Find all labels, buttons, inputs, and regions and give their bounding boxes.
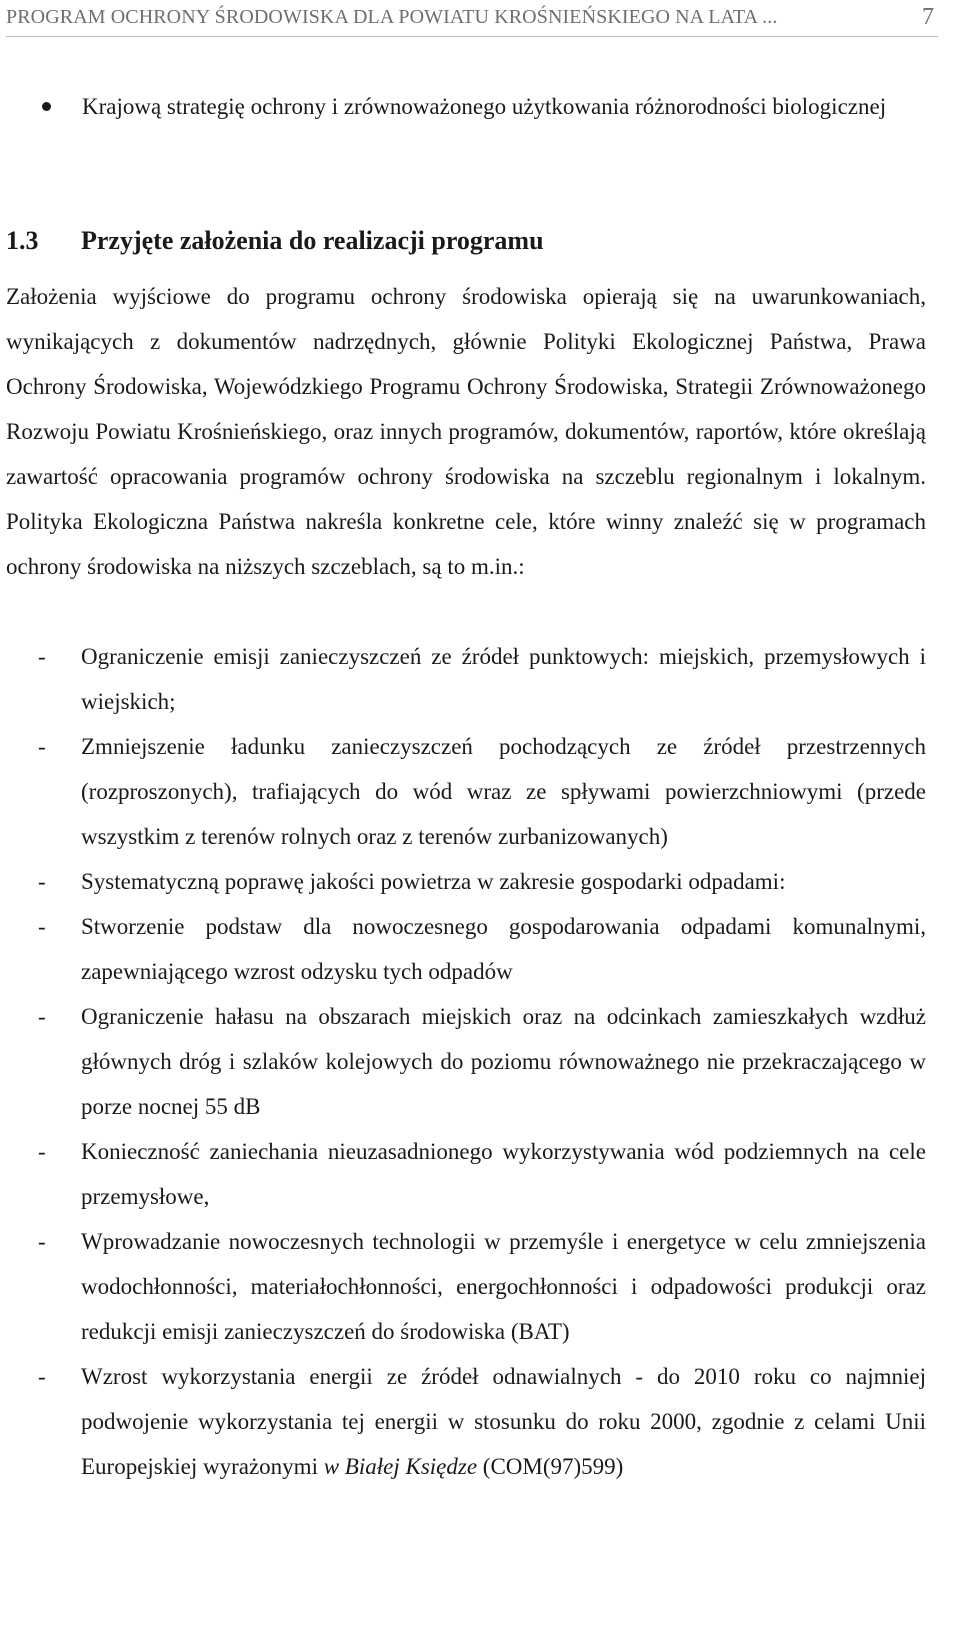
list-item	[6, 859, 926, 904]
list-item-text: Systematyczną poprawę jakości powietrza w zakresie gospodarki odpadami:	[81, 869, 786, 894]
list-item-text-end: (COM(97)599)	[477, 1454, 624, 1479]
list-item-text: Wprowadzanie nowoczesnych technologii w przemyśle i energetyce w celu zmniejszenia wodochłonności, materiałochłonności, energochłonności i odpadowości produkcji oraz redukcji emisji zanieczyszczeń do środowiska (BAT)	[81, 1229, 926, 1344]
intro-paragraph: Założenia wyjściowe do programu ochrony środowiska opierają się na uwarunkowaniach, wynikających z dokumentów nadrzędnych, głównie Polityki Ekologicznej Państwa, Prawa Ochrony Środowiska, Wojewódzkiego Programu Ochrony Środowiska, Strategii Zrównoważonego Rozwoju Powiatu Krośnieńskiego, oraz innych programów, dokumentów, raportów, które określają zawartość opracowania programów ochrony środowiska na szczeblu regionalnym i lokalnym. Polityka Ekologiczna Państwa nakreśla konkretne cele, które winny znaleźć się w programach ochrony środowiska na niższych szczeblach, są to m.in.:	[6, 284, 926, 579]
list-item	[6, 994, 926, 1129]
running-header	[6, 2, 938, 37]
list-item	[6, 1219, 926, 1354]
dash-marker: -	[38, 1229, 46, 1254]
section-title: Przyjęte założenia do realizacji programu	[81, 226, 544, 255]
list-item	[6, 904, 926, 994]
goals-list	[6, 634, 926, 1489]
dash-marker: -	[38, 1004, 46, 1029]
list-item-text: Stworzenie podstaw dla nowoczesnego gospodarowania odpadami komunalnymi, zapewniającego wzrost odzysku tych odpadów	[81, 914, 926, 984]
bullet-dot-icon	[42, 102, 51, 111]
dash-marker: -	[38, 869, 46, 894]
dash-marker: -	[38, 644, 46, 669]
list-item	[6, 1354, 926, 1489]
dash-marker: -	[38, 914, 46, 939]
list-item-text-italic: w Białej Księdze	[323, 1454, 478, 1479]
dash-marker: -	[38, 1364, 46, 1389]
list-item	[6, 724, 926, 859]
bullet-text: Krajową strategię ochrony i zrównoważonego użytkowania różnorodności biologicznej	[82, 94, 887, 119]
list-item	[6, 1129, 926, 1219]
list-item	[6, 634, 926, 724]
list-item-text: Ograniczenie hałasu na obszarach miejskich oraz na odcinkach zamieszkałych wzdłuż głównych dróg i szlaków kolejowych do poziomu równoważnego nie przekraczającego w porze nocnej 55 dB	[81, 1004, 926, 1119]
page-number: 7	[922, 4, 934, 30]
dash-marker: -	[38, 1139, 46, 1164]
list-item-text: Ograniczenie emisji zanieczyszczeń ze źródeł punktowych: miejskich, przemysłowych i wiejskich;	[81, 644, 926, 714]
section-heading	[6, 226, 932, 256]
section-number: 1.3	[6, 226, 39, 255]
header-title: PROGRAM OCHRONY ŚRODOWISKA DLA POWIATU KROŚNIEŃSKIEGO NA LATA ...	[6, 6, 778, 28]
list-item-text: Zmniejszenie ładunku zanieczyszczeń pochodzących ze źródeł przestrzennych (rozproszonych), trafiających do wód wraz ze spływami powierzchniowymi (przede wszystkim z terenów rolnych oraz z terenów zurbanizowanych)	[81, 734, 926, 849]
list-item-text: Konieczność zaniechania nieuzasadnionego wykorzystywania wód podziemnych na cele przemysłowe,	[81, 1139, 926, 1209]
list-item-text-start: Wzrost wykorzystania energii ze źródeł odnawialnych - do 2010 roku co najmniej podwojenie wykorzystania tej energii w stosunku do roku 2000, zgodnie z celami Unii Europejskiej wyrażonymi	[81, 1364, 926, 1479]
dash-marker: -	[38, 734, 46, 759]
